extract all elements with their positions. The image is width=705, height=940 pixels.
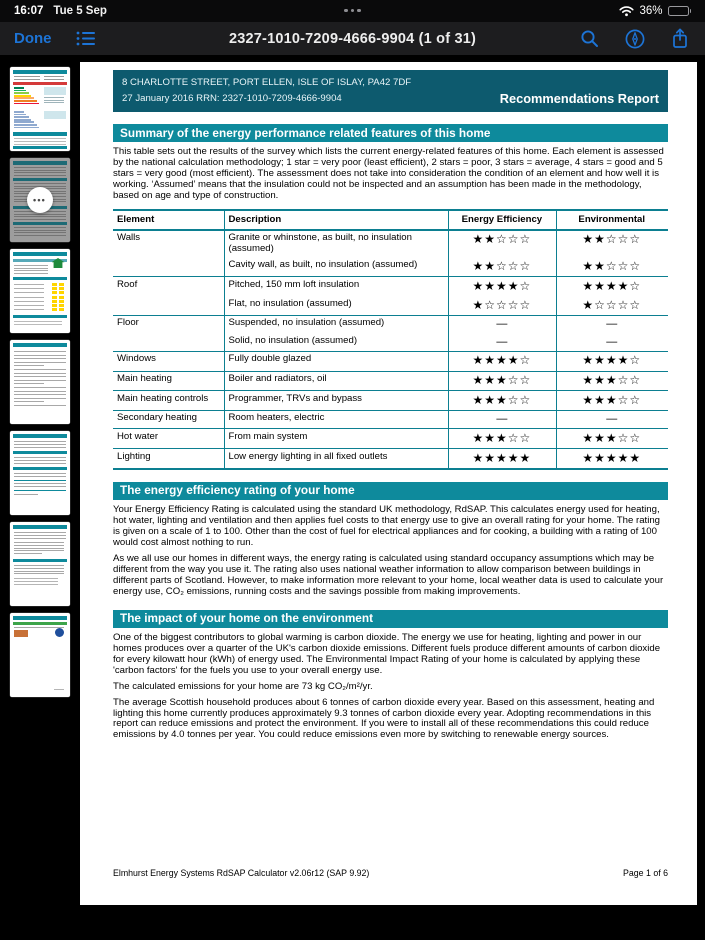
footer-page-number: Page 1 of 6 — [623, 868, 668, 878]
battery-percent: 36% — [639, 5, 663, 17]
report-page-1 — [80, 62, 697, 905]
energy-efficiency-rating: ★★★☆☆ — [449, 391, 557, 411]
description-cell: Boiler and radiators, oil — [224, 371, 449, 391]
element-cell: Secondary heating — [113, 410, 224, 429]
paragraph: This table sets out the results of the survey which lists the current energy-related features of this home. Each element is assessed by the national calculation methodology; 1 star = very poor (least efficient), 2 stars = poor, 3 stars = average, 4 stars = good and 5 stars = very good (most efficient). The assessment does not take into consideration the condition of an element and how well it is working. ‘Assumed’ means that the insulation could not be inspected and an assumption has been made in the methodology, based on age and type of construction. — [113, 146, 664, 202]
description-cell: From main system — [224, 429, 449, 449]
report-date-rrn: 27 January 2016 RRN: 2327-1010-7209-4666-9904 — [122, 93, 342, 105]
wifi-icon — [619, 5, 634, 17]
viewer-content — [0, 57, 705, 940]
environmental-rating: ★★☆☆☆ — [557, 258, 668, 277]
document-title: 2327-1010-7209-4666-9904 (1 of 31) — [228, 30, 477, 47]
description-cell: Cavity wall, as built, no insulation (assumed) — [224, 258, 449, 277]
element-cell: Roof — [113, 277, 224, 315]
energy-efficiency-rating: ★★★★★ — [449, 449, 557, 469]
clock: 16:07 — [14, 5, 44, 17]
thumbnail-page-7-logos[interactable] — [10, 613, 70, 697]
thumbnail-page-6-text2[interactable] — [10, 522, 70, 606]
thumbnail-menu-dots-icon[interactable]: ••• — [32, 194, 47, 205]
table-row — [113, 230, 668, 258]
column-header-element: Element — [113, 210, 224, 230]
share-icon[interactable] — [671, 28, 689, 49]
description-cell: Programmer, TRVs and bypass — [224, 391, 449, 411]
element-cell: Floor — [113, 315, 224, 351]
table-row — [113, 429, 668, 449]
energy-efficiency-rating: ★★☆☆☆ — [449, 230, 557, 258]
thumbnail-page-1-certificate[interactable] — [10, 67, 70, 151]
table-row — [113, 277, 668, 296]
environmental-rating: ★★★★★ — [557, 449, 668, 469]
paragraph: The calculated emissions for your home are 73 kg CO₂/m²/yr. — [113, 680, 373, 692]
description-cell: Granite or whinstone, as built, no insulation (assumed) — [224, 230, 449, 258]
page-thumbnail-sidebar — [0, 67, 79, 697]
environmental-rating: — — [557, 333, 668, 351]
section-title-rating: The energy efficiency rating of your home — [113, 482, 668, 500]
description-cell: Suspended, no insulation (assumed) — [224, 315, 449, 333]
date: Tue 5 Sep — [53, 5, 107, 17]
description-cell: Room heaters, electric — [224, 410, 449, 429]
column-header-environmental: Environmental — [557, 210, 668, 230]
features-table — [113, 209, 668, 470]
section-title-summary: Summary of the energy performance related features of this home — [113, 124, 668, 142]
description-cell: Pitched, 150 mm loft insulation — [224, 277, 449, 296]
search-icon[interactable] — [580, 29, 599, 48]
table-row — [113, 315, 668, 333]
environmental-rating: ★★★☆☆ — [557, 429, 668, 449]
description-cell: Solid, no insulation (assumed) — [224, 333, 449, 351]
energy-efficiency-rating: ★☆☆☆☆ — [449, 296, 557, 315]
paragraph: The average Scottish household produces about 6 tonnes of carbon dioxide every year. Based on this assessment, heating and lighting this home currently produces approximately 9.3 tonnes of carbon dioxide every year. Adopting recommendations in this report can reduce emissions and protect the environment. If you were to install all of these recommendations this could reduce emissions by 4.0 tonnes per year. You could reduce emissions even more by switching to renewable energy sources. — [113, 696, 655, 741]
battery-icon — [668, 6, 692, 17]
environmental-rating: — — [557, 410, 668, 429]
environmental-rating: — — [557, 315, 668, 333]
environmental-rating: ★★★★☆ — [557, 277, 668, 296]
energy-efficiency-rating: — — [449, 315, 557, 333]
environmental-rating: ★☆☆☆☆ — [557, 296, 668, 315]
element-cell: Walls — [113, 230, 224, 277]
table-row — [113, 351, 668, 371]
section-body-rating — [113, 505, 668, 597]
energy-efficiency-rating: ★★★☆☆ — [449, 371, 557, 391]
pdf-page[interactable] — [80, 62, 697, 905]
element-cell: Windows — [113, 351, 224, 371]
thumbnail-page-2-current-summary[interactable] — [10, 158, 70, 242]
element-cell: Main heating controls — [113, 391, 224, 411]
status-bar — [0, 0, 705, 22]
table-of-contents-icon[interactable] — [76, 31, 96, 46]
element-cell: Lighting — [113, 449, 224, 469]
column-header-description: Description — [224, 210, 449, 230]
paragraph: Your Energy Efficiency Rating is calculated using the standard UK methodology, RdSAP. This calculates energy used for heating, hot water, lighting and ventilation and then applies fuel costs to that energy use to give an overall rating for your home. The rating is given on a scale of 1 to 100. Other than the cost of fuel for electrical appliances and for cooking, a building with a rating of 100 would cost almost nothing to run. — [113, 504, 661, 548]
environmental-rating: ★★★☆☆ — [557, 371, 668, 391]
environmental-rating: ★★★☆☆ — [557, 391, 668, 411]
markup-pen-icon[interactable] — [625, 29, 645, 49]
table-row — [113, 410, 668, 429]
description-cell: Fully double glazed — [224, 351, 449, 371]
paragraph: One of the biggest contributors to global warming is carbon dioxide. The energy we use for heating, lighting and power in our homes produces over a quarter of the UK's carbon dioxide emissions. Different fuels produce different amounts of carbon dioxide for every kilowatt hour (kWh) of energy used. The Environmental Impact Rating of your home is calculated by applying these 'carbon factors' for the fuels you use to your overall energy use. — [113, 632, 661, 676]
column-header-energy-efficiency: Energy Efficiency — [449, 210, 557, 230]
toolbar — [0, 22, 705, 56]
energy-efficiency-rating: ★★★☆☆ — [449, 429, 557, 449]
thumbnail-page-5-table[interactable] — [10, 431, 70, 515]
environmental-rating: ★★☆☆☆ — [557, 230, 668, 258]
environmental-rating: ★★★★☆ — [557, 351, 668, 371]
element-cell: Main heating — [113, 371, 224, 391]
section-body-summary — [113, 147, 668, 202]
status-left — [14, 5, 107, 17]
element-cell: Hot water — [113, 429, 224, 449]
footer-software-version: Elmhurst Energy Systems RdSAP Calculator v2.06r12 (SAP 9.92) — [113, 868, 370, 878]
table-row — [113, 449, 668, 469]
description-cell: Flat, no insulation (assumed) — [224, 296, 449, 315]
page-footer — [113, 868, 668, 878]
thumbnail-page-4-text[interactable] — [10, 340, 70, 424]
property-address: 8 CHARLOTTE STREET, PORT ELLEN, ISLE OF ISLAY, PA42 7DF — [122, 76, 412, 88]
report-title: Recommendations Report — [499, 91, 659, 107]
energy-efficiency-rating: — — [449, 410, 557, 429]
report-header — [113, 70, 668, 112]
energy-efficiency-rating: ★★★★☆ — [449, 351, 557, 371]
status-right — [619, 5, 691, 17]
energy-efficiency-rating: ★★★★☆ — [449, 277, 557, 296]
table-header-row — [113, 210, 668, 230]
thumbnail-page-3-costs[interactable] — [10, 249, 70, 333]
section-title-impact: The impact of your home on the environment — [113, 610, 668, 628]
paragraph: As we all use our homes in different ways, the energy rating is calculated using standard occupancy assumptions which may be different from the way you use it. The rating also uses national weather information to allow comparison between buildings in different parts of Scotland. However, to make information more relevant to your home, local weather data is used to calculate your energy use, CO₂ emissions, running costs and the savings possible from making improvements. — [113, 552, 664, 597]
energy-efficiency-rating: — — [449, 333, 557, 351]
done-button[interactable]: Done — [14, 30, 52, 47]
description-cell: Low energy lighting in all fixed outlets — [224, 449, 449, 469]
table-row — [113, 391, 668, 411]
section-body-impact — [113, 633, 668, 741]
table-row — [113, 371, 668, 391]
energy-efficiency-rating: ★★☆☆☆ — [449, 258, 557, 277]
